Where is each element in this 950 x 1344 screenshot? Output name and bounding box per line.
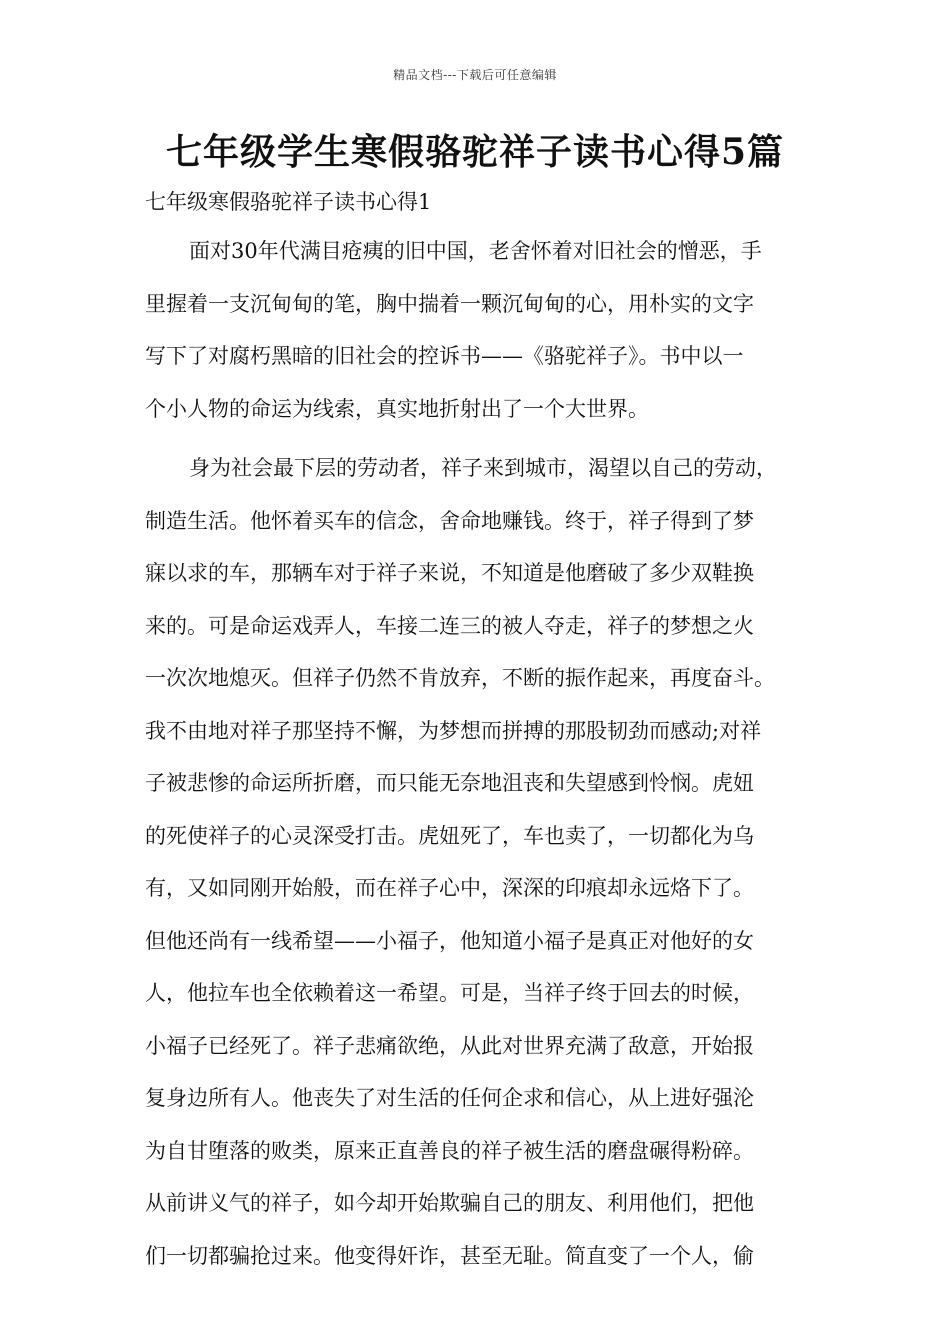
paragraph	[145, 225, 815, 435]
section-heading: 七年级寒假骆驼祥子读书心得1	[145, 190, 432, 214]
paragraph-line: 面对30年代满目疮痍的旧中国，老舍怀着对旧社会的憎恶，手	[189, 239, 762, 263]
paragraph-line: 个小人物的命运为线索，真实地折射出了一个大世界。	[145, 396, 649, 421]
paragraph-line: 子被悲惨的命运所折磨，而只能无奈地沮丧和失望感到怜悯。虎妞	[145, 771, 754, 795]
paragraph-line: 写下了对腐朽黑暗的旧社会的控诉书——《骆驼祥子》。书中以一	[145, 344, 744, 368]
header-note: 精品文档---下载后可任意编辑	[393, 68, 557, 82]
paragraph-line: 们一切都骗抢过来。他变得奸诈，甚至无耻。简直变了一个人，偷	[145, 1243, 754, 1268]
paragraph-line: 制造生活。他怀着买车的信念，舍命地赚钱。终于，祥子得到了梦	[145, 508, 754, 533]
paragraph-gap	[145, 435, 815, 442]
paragraph-line: 里握着一支沉甸甸的笔，胸中揣着一颗沉甸甸的心，用朴实的文字	[145, 291, 754, 316]
paragraph-line: 复身边所有人。他丧失了对生活的任何企求和信心，从上进好强沦	[145, 1086, 754, 1110]
paragraph-line: 身为社会最下层的劳动者，祥子来到城市，渴望以自己的劳动，	[189, 456, 777, 480]
paragraph-line: 的死使祥子的心灵深受打击。虎妞死了，车也卖了，一切都化为乌	[145, 823, 754, 848]
paragraph-line: 寐以求的车，那辆车对于祥子来说，不知道是他磨破了多少双鞋换	[145, 561, 754, 585]
paragraph	[145, 442, 815, 1282]
paragraph-line: 我不由地对祥子那坚持不懈，为梦想而拼搏的那股韧劲而感动;对祥	[145, 718, 762, 743]
paragraph-line: 但他还尚有一线希望——小福子，他知道小福子是真正对他好的女	[145, 928, 754, 953]
paragraph-line: 为自甘堕落的败类，原来正直善良的祥子被生活的磨盘碾得粉碎。	[145, 1138, 754, 1163]
paragraph-line: 小福子已经死了。祥子悲痛欲绝，从此对世界充满了敌意，开始报	[145, 1033, 754, 1058]
paragraph-line: 人，他拉车也全依赖着这一希望。可是，当祥子终于回去的时候，	[145, 981, 754, 1005]
paragraph-line: 有，又如同刚开始般，而在祥子心中，深深的印痕却永远烙下了。	[145, 876, 754, 900]
paragraph-line: 来的。可是命运戏弄人，车接二连三的被人夺走，祥子的梦想之火	[145, 613, 754, 638]
document-body	[145, 225, 815, 1282]
paragraph-line: 从前讲义气的祥子，如今却开始欺骗自己的朋友、利用他们，把他	[145, 1191, 754, 1215]
document-title: 七年级学生寒假骆驼祥子读书心得5篇	[165, 131, 785, 173]
paragraph-line: 一次次地熄灭。但祥子仍然不肯放弃，不断的振作起来，再度奋斗。	[145, 666, 775, 690]
